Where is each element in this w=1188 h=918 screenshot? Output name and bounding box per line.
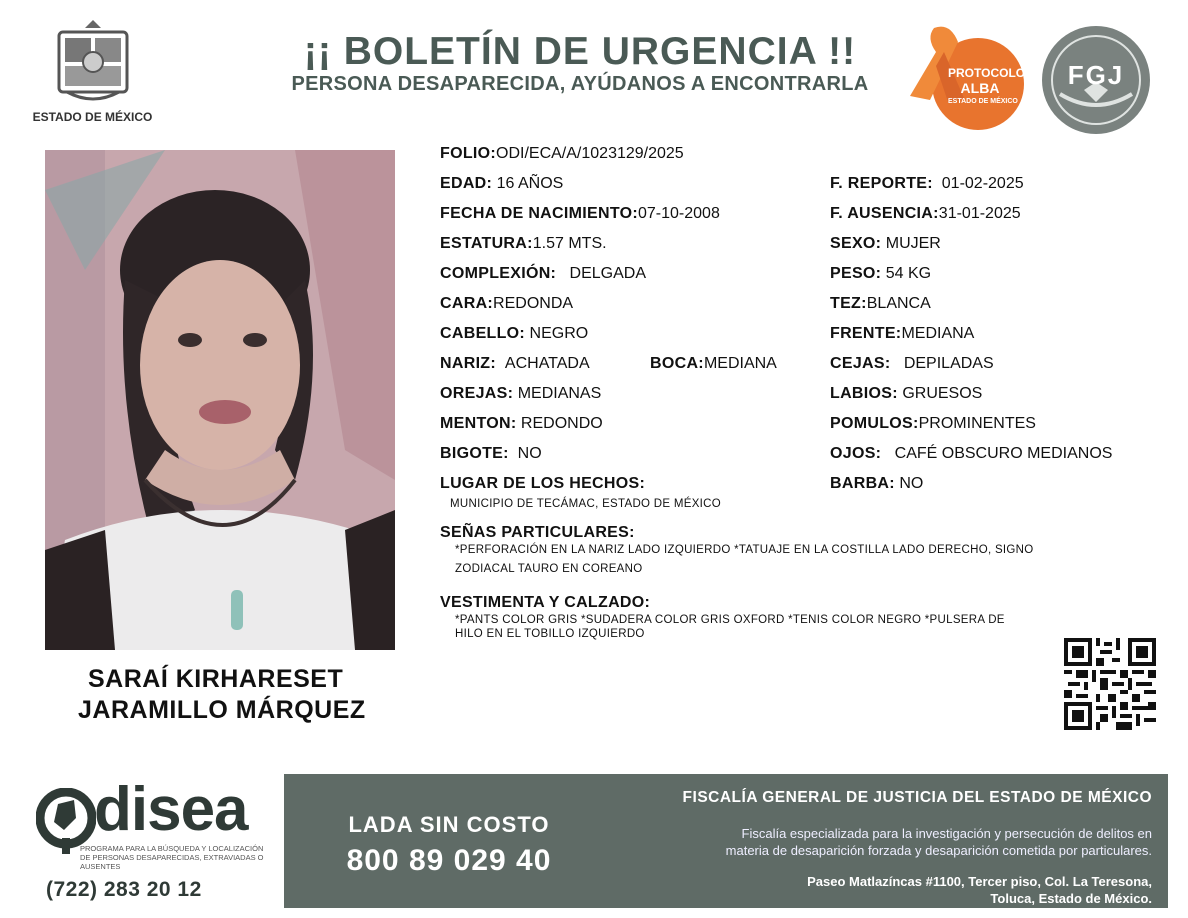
- field-tez: [830, 295, 931, 313]
- lugar-label: LUGAR DE LOS HECHOS:: [440, 475, 646, 492]
- alba-line3: ESTADO DE MÉXICO: [948, 98, 1018, 105]
- bigote-label: BIGOTE:: [440, 445, 509, 462]
- senas-label: SEÑAS PARTICULARES:: [440, 524, 635, 541]
- field-edad: [440, 175, 563, 193]
- frente-label: FRENTE:: [830, 325, 902, 342]
- field-barba: [830, 475, 923, 493]
- boca-label: BOCA:: [650, 355, 704, 372]
- fge-desc-line1: Fiscalía especializada para la investigación y persecución de delitos en: [741, 826, 1152, 841]
- complexion-value: DELGADA: [569, 265, 647, 282]
- cabello-label: CABELLO:: [440, 325, 526, 342]
- vestimenta-label: VESTIMENTA Y CALZADO:: [440, 594, 651, 611]
- fge-desc-line2: materia de desaparición forzada y desaparición cometida por particulares.: [725, 843, 1152, 858]
- odisea-tag-line2: DE PERSONAS DESAPARECIDAS, EXTRAVIADAS O: [80, 853, 264, 862]
- cejas-value: DEPILADAS: [903, 355, 994, 372]
- menton-label: MENTON:: [440, 415, 517, 432]
- edad-value: 16 AÑOS: [496, 175, 564, 192]
- frente-value: MEDIANA: [901, 325, 975, 342]
- person-name-line1: SARAÍ KIRHARESET: [88, 665, 344, 693]
- nariz-label: NARIZ:: [440, 355, 497, 372]
- estatura-label: ESTATURA:: [440, 235, 533, 252]
- nacimiento-value: 07-10-2008: [638, 205, 720, 222]
- barba-value: NO: [899, 475, 924, 492]
- folio-label: FOLIO:: [440, 145, 497, 162]
- field-cara: [440, 295, 573, 313]
- field-lugar: [440, 475, 645, 493]
- odisea-tagline: [80, 844, 264, 871]
- estatura-value: 1.57 MTS.: [532, 235, 607, 252]
- field-orejas: [440, 385, 601, 403]
- field-ausencia: [830, 205, 1021, 223]
- odisea-tag-line1: PROGRAMA PARA LA BÚSQUEDA Y LOCALIZACIÓN: [80, 844, 264, 853]
- field-frente: [830, 325, 974, 343]
- field-ojos: [830, 445, 1112, 463]
- orejas-value: MEDIANAS: [517, 385, 602, 402]
- field-folio: [440, 145, 684, 163]
- coat-of-arms-icon: [53, 18, 133, 106]
- peso-label: PESO:: [830, 265, 882, 282]
- bulletin-title: ¡¡ BOLETÍN DE URGENCIA !!: [303, 30, 857, 73]
- fgj-seal: [1040, 24, 1152, 136]
- alba-line2: ALBA: [960, 80, 1000, 96]
- bulletin-subtitle: PERSONA DESAPARECIDA, AYÚDANOS A ENCONTRARLA: [291, 73, 869, 95]
- lada-title: LADA SIN COSTO: [348, 812, 550, 837]
- edad-label: EDAD:: [440, 175, 493, 192]
- tez-value: BLANCA: [866, 295, 931, 312]
- fgj-letters: FGJ: [1067, 60, 1125, 90]
- field-labios: [830, 385, 982, 403]
- field-complexion: [440, 265, 646, 283]
- field-cejas: [830, 355, 994, 373]
- odisea-word: disea: [94, 775, 248, 844]
- protocolo-alba-logo: [900, 22, 1030, 132]
- senas-line1: *PERFORACIÓN EN LA NARIZ LADO IZQUIERDO *TATUAJE EN LA COSTILLA LADO DERECHO, SIGNO: [455, 544, 1034, 556]
- field-nariz: [440, 355, 590, 373]
- lada-number: 800 89 029 40: [346, 844, 552, 877]
- complexion-label: COMPLEXIÓN:: [440, 265, 557, 282]
- person-name-line2: JARAMILLO MÁRQUEZ: [78, 696, 366, 724]
- odisea-phone: (722) 283 20 12: [46, 878, 202, 901]
- ausencia-label: F. AUSENCIA:: [830, 205, 939, 222]
- sexo-value: MUJER: [885, 235, 941, 252]
- missing-person-photo: [45, 150, 395, 650]
- vestimenta-line1: *PANTS COLOR GRIS *SUDADERA COLOR GRIS OXFORD *TENIS COLOR NEGRO *PULSERA DE: [455, 614, 1005, 626]
- field-menton: [440, 415, 603, 433]
- odisea-logo: [30, 775, 280, 912]
- odisea-tag-line3: AUSENTES: [80, 862, 121, 871]
- nariz-value: ACHATADA: [504, 355, 590, 372]
- nacimiento-label: FECHA DE NACIMIENTO:: [440, 205, 638, 222]
- pomulos-label: POMULOS:: [830, 415, 919, 432]
- estado-de-mexico-logo: [30, 18, 155, 130]
- reporte-value: 01-02-2025: [941, 175, 1024, 192]
- field-bigote: [440, 445, 542, 463]
- qr-code-icon: [1064, 638, 1156, 730]
- ojos-value: CAFÉ OBSCURO MEDIANOS: [894, 445, 1113, 462]
- fge-address-line2: Toluca, Estado de México.: [990, 891, 1152, 906]
- reporte-label: F. REPORTE:: [830, 175, 933, 192]
- field-nacimiento: [440, 205, 720, 223]
- field-reporte: [830, 175, 1024, 193]
- labios-label: LABIOS:: [830, 385, 898, 402]
- menton-value: REDONDO: [520, 415, 603, 432]
- edomex-label: ESTADO DE MÉXICO: [32, 110, 153, 124]
- senas-line2: ZODIACAL TAURO EN COREANO: [455, 563, 643, 575]
- sexo-label: SEXO:: [830, 235, 882, 252]
- lugar-value: MUNICIPIO DE TECÁMAC, ESTADO DE MÉXICO: [450, 498, 722, 510]
- fge-address-line1: Paseo Matlazíncas #1100, Tercer piso, Col. La Teresona,: [807, 874, 1152, 889]
- field-pomulos: [830, 415, 1036, 433]
- pomulos-value: PROMINENTES: [918, 415, 1036, 432]
- orejas-label: OREJAS:: [440, 385, 514, 402]
- qr-code[interactable]: [1064, 638, 1156, 730]
- cabello-value: NEGRO: [529, 325, 589, 342]
- barba-label: BARBA:: [830, 475, 895, 492]
- tez-label: TEZ:: [830, 295, 867, 312]
- cejas-label: CEJAS:: [830, 355, 891, 372]
- ausencia-value: 31-01-2025: [938, 205, 1021, 222]
- peso-value: 54 KG: [885, 265, 932, 282]
- portrait-icon: [45, 150, 395, 650]
- labios-value: GRUESOS: [902, 385, 983, 402]
- ojos-label: OJOS:: [830, 445, 882, 462]
- vestimenta-line2: HILO EN EL TOBILLO IZQUIERDO: [455, 628, 645, 640]
- bigote-value: NO: [517, 445, 542, 462]
- fge-address: [600, 873, 1152, 907]
- folio-value: ODI/ECA/A/1023129/2025: [496, 145, 684, 162]
- boca-value: MEDIANA: [703, 355, 777, 372]
- alba-line1: PROTOCOLO: [948, 66, 1026, 80]
- cara-value: REDONDA: [493, 295, 574, 312]
- fge-description: [600, 825, 1152, 859]
- fge-title: FISCALÍA GENERAL DE JUSTICIA DEL ESTADO DE MÉXICO: [682, 789, 1152, 806]
- cara-label: CARA:: [440, 295, 494, 312]
- field-peso: [830, 265, 931, 283]
- field-boca: [650, 355, 777, 373]
- field-cabello: [440, 325, 588, 343]
- field-estatura: [440, 235, 607, 253]
- field-sexo: [830, 235, 941, 253]
